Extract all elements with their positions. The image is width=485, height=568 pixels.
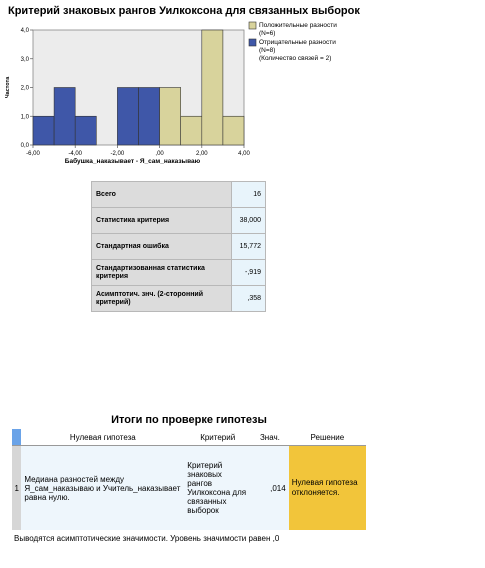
- header-test: Критерий: [184, 429, 251, 446]
- header-index-cell: [12, 429, 21, 446]
- y-tick-label: 3,0: [20, 56, 29, 63]
- histogram-bar: [75, 116, 96, 145]
- stats-row: [92, 182, 266, 208]
- stats-label: Стандартная ошибка: [92, 234, 232, 260]
- y-tick-label: 4,0: [20, 28, 29, 34]
- stats-value: 38,000: [232, 208, 266, 234]
- legend-label: Отрицательные разности: [259, 39, 336, 46]
- legend-swatch: [249, 22, 256, 29]
- histogram-bar: [139, 88, 160, 146]
- stats-value: ,358: [232, 286, 266, 312]
- legend-swatch: [249, 39, 256, 46]
- histogram-chart: [0, 18, 380, 176]
- hypothesis-summary-title: Итоги по проверке гипотезы: [111, 414, 267, 426]
- x-axis-label: Бабушка_наказывает - Я_сам_наказываю: [64, 158, 201, 165]
- hypothesis-header-row: [12, 429, 366, 446]
- hypothesis-summary-table: [12, 429, 366, 530]
- x-tick-label: -6,00: [26, 151, 40, 157]
- histogram-bar: [33, 116, 54, 145]
- decision-cell[interactable]: Нулевая гипотеза отклоняется.: [289, 446, 366, 531]
- x-tick-label: 2,00: [195, 151, 208, 157]
- x-tick-label: -2,00: [110, 151, 125, 157]
- stats-label: Стандартизованная статистика критерия: [92, 260, 232, 286]
- test-statistics-table: [91, 181, 266, 312]
- y-tick-label: 0,0: [20, 143, 29, 149]
- stats-value: 15,772: [232, 234, 266, 260]
- legend-sublabel: (N=6): [259, 30, 276, 37]
- x-tick-label: -4,00: [68, 151, 83, 157]
- significance-value: ,014: [251, 446, 289, 531]
- stats-value: -,919: [232, 260, 266, 286]
- stats-row: [92, 234, 266, 260]
- legend-label: Положительные разности: [259, 22, 337, 29]
- stats-label: Статистика критерия: [92, 208, 232, 234]
- histogram-bar: [181, 116, 202, 145]
- test-name: Критерий знаковых рангов Уилкоксона для связанных выборок: [184, 446, 251, 531]
- chart-title: Критерий знаковых рангов Уилкоксона для связанных выборок: [8, 5, 360, 17]
- stats-row: [92, 208, 266, 234]
- histogram-bar: [117, 88, 138, 146]
- stats-value: 16: [232, 182, 266, 208]
- histogram-bar: [202, 30, 223, 145]
- x-tick-label: 4,00: [238, 151, 250, 157]
- stats-row: [92, 260, 266, 286]
- y-tick-label: 2,0: [20, 85, 29, 92]
- histogram-bar: [54, 88, 75, 146]
- significance-footnote: Выводятся асимптотические значимости. Уровень значимости равен ,0: [14, 534, 280, 543]
- x-tick-label: ,00: [155, 151, 164, 157]
- row-index: 1: [12, 446, 21, 531]
- stats-label: Всего: [92, 182, 232, 208]
- histogram-bar: [160, 88, 181, 146]
- y-axis-label: Частота: [5, 76, 11, 99]
- header-decision: Решение: [289, 429, 366, 446]
- hypothesis-row[interactable]: [12, 446, 366, 531]
- header-null-hypothesis: Нулевая гипотеза: [21, 429, 184, 446]
- histogram-bar: [223, 116, 244, 145]
- legend-sublabel: (N=8): [259, 47, 276, 54]
- null-hypothesis-text: Медиана разностей между Я_сам_наказываю и Учитель_наказывает равна нулю.: [21, 446, 184, 531]
- legend-sublabel: (Количество связей = 2): [259, 55, 332, 62]
- header-significance: Знач.: [251, 429, 289, 446]
- stats-label: Асимптотич. знч. (2-сторонний критерий): [92, 286, 232, 312]
- y-tick-label: 1,0: [20, 114, 29, 121]
- stats-row: [92, 286, 266, 312]
